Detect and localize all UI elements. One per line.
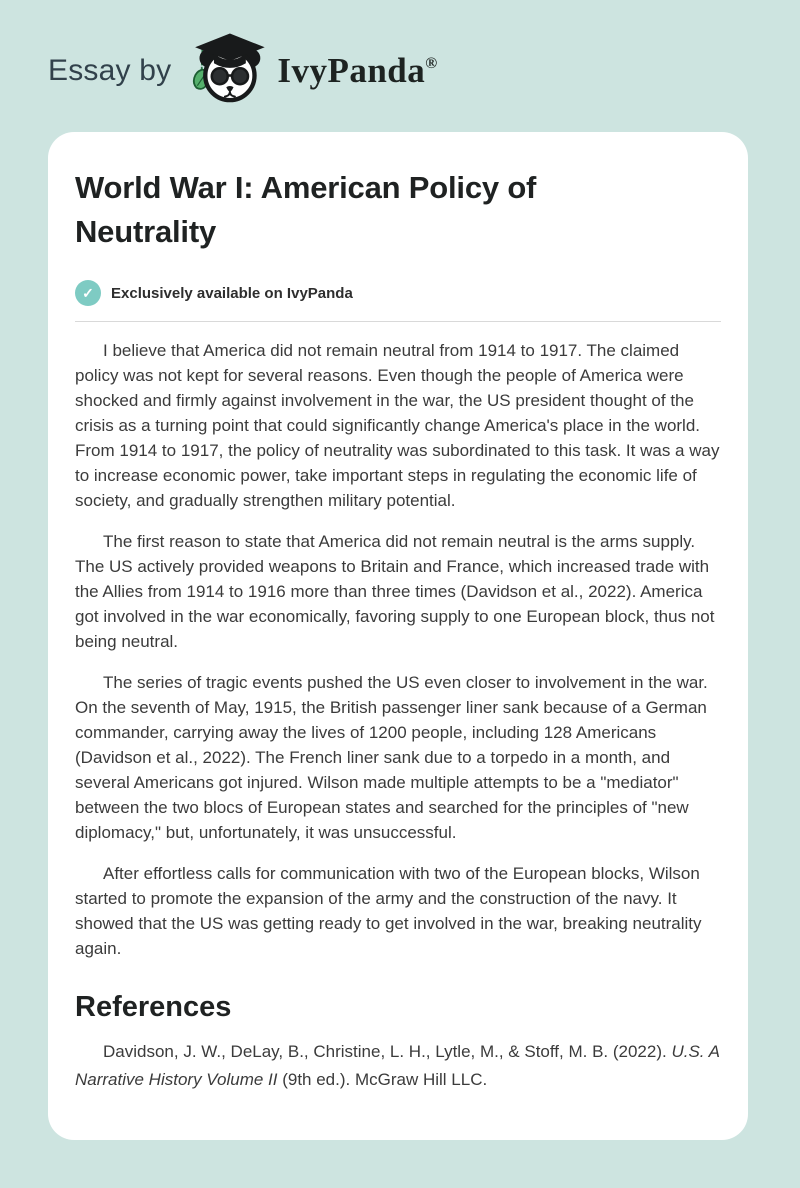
exclusive-badge: [75, 280, 721, 306]
citation-edition: (9th ed.). McGraw Hill LLC.: [277, 1070, 488, 1089]
citation-authors: Davidson, J. W., DeLay, B., Christine, L. H., Lytle, M., & Stoff, M. B. (2022).: [103, 1042, 672, 1061]
brand-name: IvyPanda®: [277, 51, 438, 90]
registered-trademark: ®: [425, 55, 438, 72]
essay-title: World War I: American Policy of Neutrality: [75, 170, 537, 249]
citation-book-title: U.S. A Narrative History Volume II: [75, 1042, 720, 1089]
check-icon: ✓: [75, 280, 101, 306]
essay-paragraph: After effortless calls for communication with two of the European blocks, Wilson started to promote the expansion of the army and the construction of the navy. It showed that the US was getting ready to get involved in the war, breaking neutrality again.: [75, 864, 702, 958]
references-heading: References: [75, 991, 232, 1023]
essay-paragraph: The first reason to state that America did not remain neutral is the arms supply. The US actively provided weapons to Britain and France, which increased trade with the Allies from 1914 to 1916 more than three times (Davidson et al., 2022). America got involved in the war economically, favoring supply to one European block, thus not being neutral.: [75, 532, 715, 651]
essay-by-label: Essay by: [48, 54, 172, 87]
ivypanda-panda-logo-icon: [185, 32, 269, 111]
essay-paragraph: I believe that America did not remain neutral from 1914 to 1917. The claimed policy was not kept for several reasons. Even though the people of America were shocked and firmly against involvement in the war, the US president thought of the crisis as a turning point that could significantly change America's place in the world. From 1914 to 1917, the policy of neutrality was subordinated to this task. It was a way to increase economic power, take important steps in regulating the economic life of society, and gradually strengthen military potential.: [75, 341, 720, 510]
essay-paragraph: The series of tragic events pushed the US even closer to involvement in the war. On the seventh of May, 1915, the British passenger liner sank because of a German commander, carrying away the lives of 1200 people, including 128 Americans (Davidson et al., 2022). The French liner sank due to a torpedo in a month, and several Americans got injured. Wilson made multiple attempts to be a "mediator" between the two blocs of European states and searched for the principles of "new diplomacy," but, unfortunately, it was unsuccessful.: [75, 673, 708, 842]
divider: [75, 321, 721, 322]
essay-card: [48, 132, 748, 1140]
essay-body: [75, 338, 721, 961]
site-header: [48, 36, 800, 106]
exclusive-badge-label: Exclusively available on IvyPanda: [111, 284, 353, 302]
reference-citation: [75, 1038, 721, 1094]
